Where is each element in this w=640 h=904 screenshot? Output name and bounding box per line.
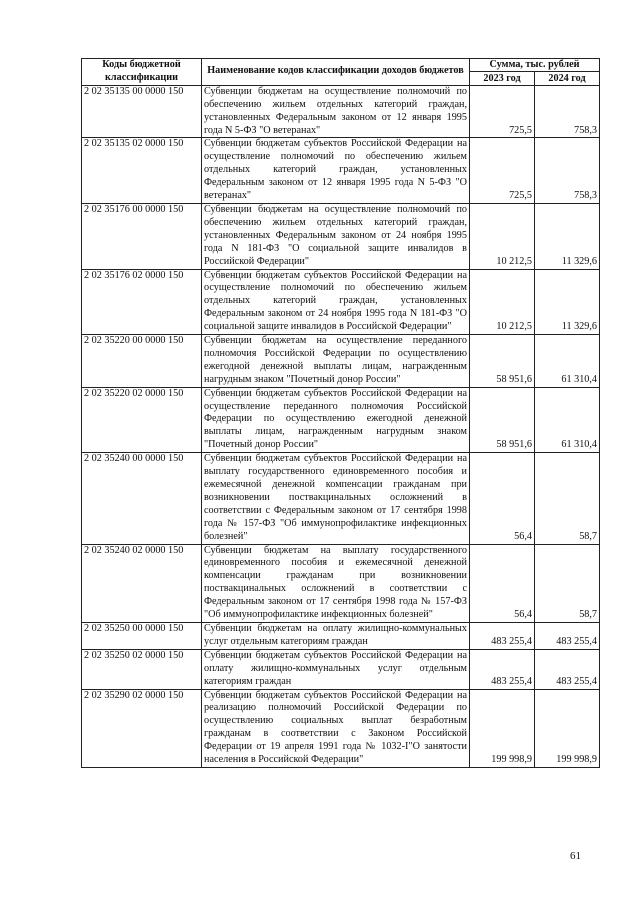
row-sum-2023: 58 951,6 (470, 335, 535, 388)
table-row (82, 138, 600, 204)
row-sum-2023: 58 951,6 (470, 387, 535, 453)
row-sum-2024: 58,7 (535, 453, 600, 544)
row-sum-2024: 61 310,4 (535, 387, 600, 453)
revenue-table (81, 58, 600, 768)
table-row (82, 85, 600, 138)
row-sum-2023: 199 998,9 (470, 689, 535, 767)
row-sum-2023: 483 255,4 (470, 649, 535, 689)
header-year-2024: 2024 год (535, 72, 600, 85)
row-sum-2023: 10 212,5 (470, 203, 535, 269)
row-name: Субвенции бюджетам на осуществление полномочий по обеспечению жильем отдельных категорий граждан, установленных Федеральным законом от 24 ноября 1995 года N 181-ФЗ "О социальной защите инвалидов в Российской Федерации" (202, 203, 470, 269)
row-sum-2024: 483 255,4 (535, 649, 600, 689)
table-header (82, 59, 600, 86)
row-name: Субвенции бюджетам субъектов Российской Федерации на выплату государственного единовременного пособия и ежемесячной денежной компенсации гражданам при возникновении поствакцинальных осложнений в соответствии с Федеральным законом от 17 сентября 1998 года № 157-ФЗ "Об иммунопрофилактике инфекционных болезней" (202, 453, 470, 544)
row-code: 2 02 35250 02 0000 150 (82, 649, 202, 689)
row-name: Субвенции бюджетам на выплату государственного единовременного пособия и ежемесячной денежной компенсации гражданам при возникновении поствакцинальных осложнений в соответствии с Федеральным законом от 17 сентября 1998 года № 157-ФЗ "Об иммунопрофилактике инфекционных болезней" (202, 544, 470, 622)
row-sum-2023: 56,4 (470, 453, 535, 544)
row-code: 2 02 35240 00 0000 150 (82, 453, 202, 544)
table-body (82, 85, 600, 767)
row-name: Субвенции бюджетам субъектов Российской Федерации на осуществление переданного полномочия Российской Федерации по осуществлению ежегодной денежной выплаты лицам, награжденным нагрудным знаком "Почетный донор России" (202, 387, 470, 453)
row-name: Субвенции бюджетам субъектов Российской Федерации на реализацию полномочий Российской Федерации по осуществлению социальных выплат безработным гражданам в соответствии с Законом Российской Федерации от 19 апреля 1991 года № 1032-I"О занятости населения в Российской Федерации" (202, 689, 470, 767)
header-sum: Сумма, тыс. рублей (470, 59, 600, 72)
table-row (82, 453, 600, 544)
row-code: 2 02 35176 00 0000 150 (82, 203, 202, 269)
table-row (82, 269, 600, 335)
row-name: Субвенции бюджетам на осуществление переданного полномочия Российской Федерации по осуществлению ежегодной денежной выплаты лицам, награжденным нагрудным знаком "Почетный донор России" (202, 335, 470, 388)
row-name: Субвенции бюджетам субъектов Российской Федерации на осуществление полномочий по обеспечению жильем отдельных категорий граждан, установленных Федеральным законом от 24 ноября 1995 года N 181-ФЗ "О социальной защите инвалидов в Российской Федерации" (202, 269, 470, 335)
header-year-2023: 2023 год (470, 72, 535, 85)
table-row (82, 544, 600, 622)
row-sum-2023: 56,4 (470, 544, 535, 622)
row-sum-2023: 725,5 (470, 85, 535, 138)
row-sum-2024: 483 255,4 (535, 622, 600, 649)
table-row (82, 649, 600, 689)
row-code: 2 02 35290 02 0000 150 (82, 689, 202, 767)
table-row (82, 387, 600, 453)
row-code: 2 02 35220 00 0000 150 (82, 335, 202, 388)
row-sum-2024: 11 329,6 (535, 203, 600, 269)
row-sum-2024: 11 329,6 (535, 269, 600, 335)
row-name: Субвенции бюджетам субъектов Российской Федерации на оплату жилищно-коммунальных услуг отдельным категориям граждан (202, 649, 470, 689)
table-row (82, 622, 600, 649)
table-row (82, 689, 600, 767)
table-row (82, 335, 600, 388)
page-number: 61 (570, 850, 581, 862)
row-code: 2 02 35135 02 0000 150 (82, 138, 202, 204)
row-code: 2 02 35135 00 0000 150 (82, 85, 202, 138)
row-sum-2023: 483 255,4 (470, 622, 535, 649)
row-code: 2 02 35176 02 0000 150 (82, 269, 202, 335)
row-sum-2023: 725,5 (470, 138, 535, 204)
row-name: Субвенции бюджетам на осуществление полномочий по обеспечению жильем отдельных категорий граждан, установленных Федеральным законом от 12 января 1995 года N 5-ФЗ "О ветеранах" (202, 85, 470, 138)
row-sum-2024: 199 998,9 (535, 689, 600, 767)
header-name: Наименование кодов классификации доходов бюджетов (202, 59, 470, 86)
row-sum-2024: 61 310,4 (535, 335, 600, 388)
row-sum-2023: 10 212,5 (470, 269, 535, 335)
header-codes: Коды бюджетной классификации (82, 59, 202, 86)
row-sum-2024: 58,7 (535, 544, 600, 622)
table-row (82, 203, 600, 269)
row-sum-2024: 758,3 (535, 85, 600, 138)
row-code: 2 02 35220 02 0000 150 (82, 387, 202, 453)
row-name: Субвенции бюджетам на оплату жилищно-коммунальных услуг отдельным категориям граждан (202, 622, 470, 649)
row-sum-2024: 758,3 (535, 138, 600, 204)
row-name: Субвенции бюджетам субъектов Российской Федерации на осуществление полномочий по обеспечению жильем отдельных категорий граждан, установленных Федеральным законом от 12 января 1995 года N 5-ФЗ "О ветеранах" (202, 138, 470, 204)
row-code: 2 02 35240 02 0000 150 (82, 544, 202, 622)
row-code: 2 02 35250 00 0000 150 (82, 622, 202, 649)
